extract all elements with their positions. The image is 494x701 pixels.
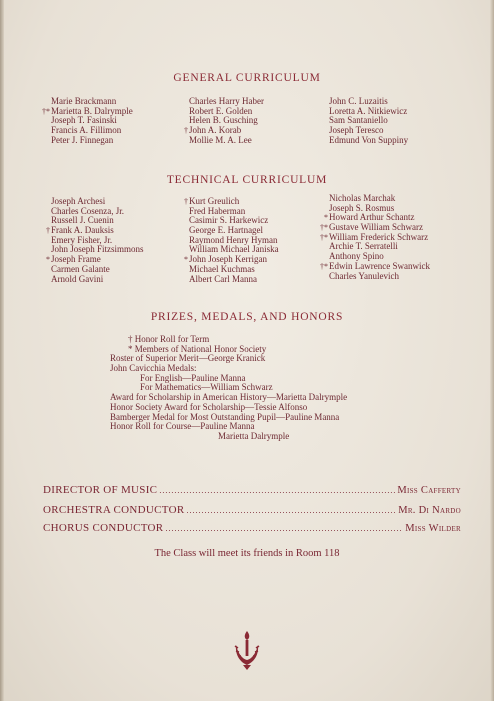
prize-line: * Members of National Honor Society	[128, 343, 267, 354]
page-right-edge	[490, 0, 494, 701]
student-name: Joseph T. Fasinski	[51, 115, 117, 126]
student-name: William Frederick Schwarz	[329, 231, 429, 242]
student-name: Joseph S. Rosmus	[329, 202, 395, 213]
student-name: Edmund Von Suppiny	[329, 134, 409, 145]
student-name: Michael Kuchmas	[189, 263, 255, 274]
honor-mark: *	[46, 255, 50, 265]
general-curriculum-heading: GENERAL CURRICULUM	[173, 72, 321, 84]
student-name: Charles Harry Haber	[189, 96, 264, 106]
staff-role: CHORUS CONDUCTOR	[43, 522, 164, 534]
student-name: Charles Cosenza, Jr.	[51, 205, 124, 216]
name-entry	[318, 136, 408, 146]
general-col-2	[178, 97, 264, 145]
student-name: Edwin Lawrence Swanwick	[329, 260, 430, 271]
student-name: George E. Hartnagel	[189, 225, 264, 236]
student-name: Howard Arthur Schantz	[329, 212, 415, 223]
student-name: Robert E. Golden	[189, 105, 253, 116]
student-name: Fred Haberman	[189, 205, 246, 216]
staff-role: DIRECTOR OF MUSIC	[43, 484, 158, 496]
student-name: John Joseph Fitzsimmons	[51, 244, 144, 255]
staff-row	[43, 484, 461, 496]
prize-line: † Honor Roll for Term	[128, 334, 210, 344]
prizes-list	[110, 335, 347, 442]
prize-line: Honor Roll for Course—Pauline Manna	[110, 421, 255, 432]
student-name: John Joseph Kerrigan	[189, 254, 267, 265]
student-name: Carmen Galante	[51, 263, 110, 274]
student-name: Helen B. Gusching	[189, 115, 258, 126]
student-name: Russell J. Cuenin	[51, 215, 114, 226]
name-entry	[318, 272, 430, 282]
student-name: Casimir S. Harkewicz	[189, 215, 269, 226]
staff-row	[43, 522, 461, 534]
student-name: John C. Luzaitis	[329, 96, 388, 106]
technical-col-1	[40, 197, 144, 284]
general-col-1	[40, 97, 133, 145]
student-name: Francis A. Fillimon	[51, 125, 122, 136]
prize-line: For Mathematics—William Schwarz	[140, 382, 273, 393]
honor-mark: †	[46, 226, 50, 236]
prize-line: Marietta Dalrymple	[218, 430, 290, 441]
honor-mark: †*	[320, 261, 328, 271]
student-name: Peter J. Finnegan	[51, 134, 114, 145]
torch-wreath-emblem	[232, 629, 262, 671]
student-name: Frank A. Dauksis	[51, 225, 114, 236]
prize-line: Award for Scholarship in American History—Marietta Dalrymple	[110, 392, 348, 403]
prize-line: Honor Society Award for Scholarship—Tessie Alfonso	[110, 401, 308, 412]
technical-curriculum-heading: TECHNICAL CURRICULUM	[166, 174, 328, 186]
staff-name: Miss Wilder	[405, 523, 461, 534]
name-entry	[40, 136, 133, 146]
student-name: John A. Korab	[189, 125, 242, 136]
prize-line: For English—Pauline Manna	[140, 372, 246, 383]
name-entry	[178, 275, 279, 285]
staff-name: Miss Cafferty	[397, 485, 461, 496]
prize-line: John Cavicchia Medals:	[110, 363, 197, 374]
honor-mark: *	[324, 213, 328, 223]
student-name: Emery Fisher, Jr.	[51, 234, 113, 245]
page-left-edge	[0, 0, 4, 701]
student-name: Nicholas Marchak	[329, 193, 396, 203]
staff-row	[43, 504, 461, 516]
footer-note: The Class will meet its friends in Room 118	[154, 548, 340, 559]
student-name: Mollie M. A. Lee	[189, 134, 252, 145]
student-name: Marietta B. Dalrymple	[51, 105, 133, 116]
student-name: Gustave William Schwarz	[329, 222, 423, 233]
honor-mark: †	[184, 126, 188, 136]
student-name: William Michael Janiska	[189, 244, 279, 255]
student-name: Loretta A. Nitkiewicz	[329, 105, 408, 116]
leader-dots	[187, 506, 397, 515]
student-name: Kurt Greulich	[189, 196, 240, 206]
student-name: Sam Santaniello	[329, 115, 388, 126]
leader-dots	[159, 486, 395, 495]
honor-mark: †	[184, 197, 188, 206]
student-name: Charles Yanulevich	[329, 270, 399, 281]
prizes-heading: PRIZES, MEDALS, AND HONORS	[150, 311, 344, 323]
student-name: Marie Brackmann	[51, 96, 117, 106]
prize-line: Bamberger Medal for Most Outstanding Pupil—Pauline Manna	[110, 411, 340, 422]
honor-mark: *	[184, 255, 188, 265]
student-name: Arnold Gavini	[51, 273, 104, 284]
honor-mark: †*	[320, 232, 328, 242]
staff-role: ORCHESTRA CONDUCTOR	[43, 504, 185, 516]
technical-col-3	[318, 194, 430, 281]
student-name: Albert Carl Manna	[189, 273, 257, 284]
student-name: Joseph Frame	[51, 254, 101, 265]
student-name: Raymond Henry Hyman	[189, 234, 278, 245]
honor-mark: †*	[320, 223, 328, 233]
student-name: Anthony Spino	[329, 251, 384, 262]
name-entry	[40, 275, 144, 285]
leader-dots	[165, 524, 403, 533]
student-name: Joseph Archesi	[51, 196, 106, 206]
student-name: Joseph Teresco	[329, 125, 384, 136]
technical-col-2	[178, 197, 279, 284]
prize-line: Roster of Superior Merit—George Kranick	[110, 353, 266, 364]
staff-name: Mr. Di Nardo	[398, 505, 461, 516]
honor-mark: †*	[42, 106, 50, 116]
name-entry	[178, 136, 264, 146]
student-name: Archie T. Serratelli	[329, 241, 398, 252]
general-col-3	[318, 97, 408, 145]
